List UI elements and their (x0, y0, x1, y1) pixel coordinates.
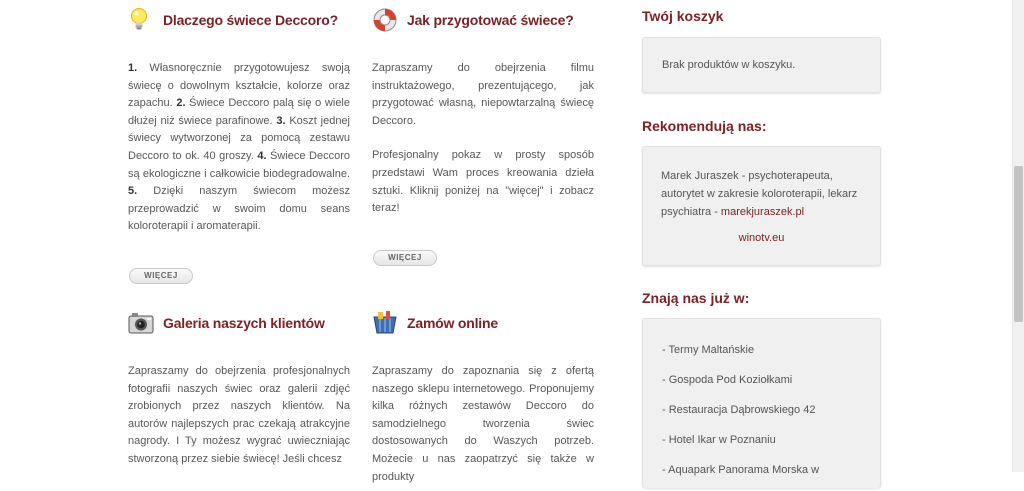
camera-icon (128, 310, 154, 336)
cart-title: Twój koszyk (642, 8, 724, 24)
more-button[interactable]: WIĘCEJ (373, 250, 437, 266)
cart-box (642, 37, 881, 93)
known-box (642, 318, 881, 488)
feature-title: Zamów online (407, 315, 498, 331)
feature-title: Galeria naszych klientów (163, 315, 325, 331)
known-list-item[interactable]: - Gospoda Pod Koziołkami (662, 374, 793, 386)
feature-text: Profesjonalny pokaz w prosty sposób przedstawi Wam proces kreowania dzieła sztuki. Kliknij poniżej na "więcej" i zobacz teraz! (372, 149, 594, 215)
known-list-item[interactable]: - Hotel Ikar w Poznaniu (662, 434, 776, 446)
known-list-item[interactable]: - Aquapark Panorama Morska w (662, 464, 820, 476)
recommend-link[interactable]: marekjuraszek.pl (720, 206, 805, 218)
feature-order-online (372, 309, 594, 486)
feature-title: Dlaczego świece Deccoro? (163, 12, 338, 28)
feature-title: Jak przygotować świece? (407, 12, 574, 28)
recommend-description: Marek Juraszek - psychoterapeuta, autorytet w zakresie koloroterapii, lekarz psychiatra - (661, 170, 858, 218)
known-list-item[interactable]: - Restauracja Dąbrowskiego 42 (662, 404, 816, 416)
scrollbar-thumb[interactable] (1014, 166, 1023, 322)
feature-text: 1. Własnoręcznie przygotowujesz swoją świecę o dowolnym kształcie, kolorze oraz zapachu. 2. Świece Deccoro palą się o wiele dłużej niż świece parafinowe. 3. Koszt jednej świecy wytworzonej za pomocą zestawu Deccoro to ok. 40 groszy. 4. Świece Deccoro są ekologiczne i całkowicie biodegradowalne. 5. Dzięki naszym świecom możesz przeprowadzić w swoim domu seans koloroterapii i aromaterapii. (128, 62, 350, 233)
feature-how-to-prepare (372, 6, 594, 218)
feature-gallery (128, 309, 350, 469)
more-button[interactable]: WIĘCEJ (129, 268, 193, 284)
recommend-box (642, 146, 881, 266)
known-title: Znają nas już w: (642, 290, 750, 306)
recommend-title: Rekomendują nas: (642, 118, 767, 134)
recommend-text (661, 167, 867, 221)
known-list-item[interactable]: - Termy Maltańskie (662, 344, 755, 356)
feature-text: Zapraszamy do obejrzenia profesjonalnych fotografii naszych świec oraz galerii zdjęć zrobionych przez naszych klientów. Na autorów najlepszych prac czekają atrakcyjne nagrody. I Ty możesz wygrać uwieczniając stworzoną przez siebie świecę! Jeśli chcesz (128, 365, 350, 465)
known-list (662, 341, 819, 491)
lifebuoy-icon (372, 7, 398, 33)
feature-why-deccoro (128, 6, 350, 236)
cart-empty-text: Brak produktów w koszyku. (662, 59, 796, 71)
lightbulb-icon (128, 7, 154, 33)
recommend-link-2[interactable]: winotv.eu (738, 232, 785, 244)
feature-text: Zapraszamy do obejrzenia filmu instruktażowego, prezentującego, jak przygotować własną, niepowtarzalną świecę Deccoro. (372, 62, 594, 127)
feature-text: Zapraszamy do zapoznania się z ofertą naszego sklepu internetowego. Proponujemy kilka różnych zestawów Deccoro do samodzielnego tworzenia świec dostosowanych do Waszych potrzeb. Możecie u nas zaopatrzyć się także w produkty (372, 365, 594, 483)
shopping-basket-icon (372, 310, 398, 336)
